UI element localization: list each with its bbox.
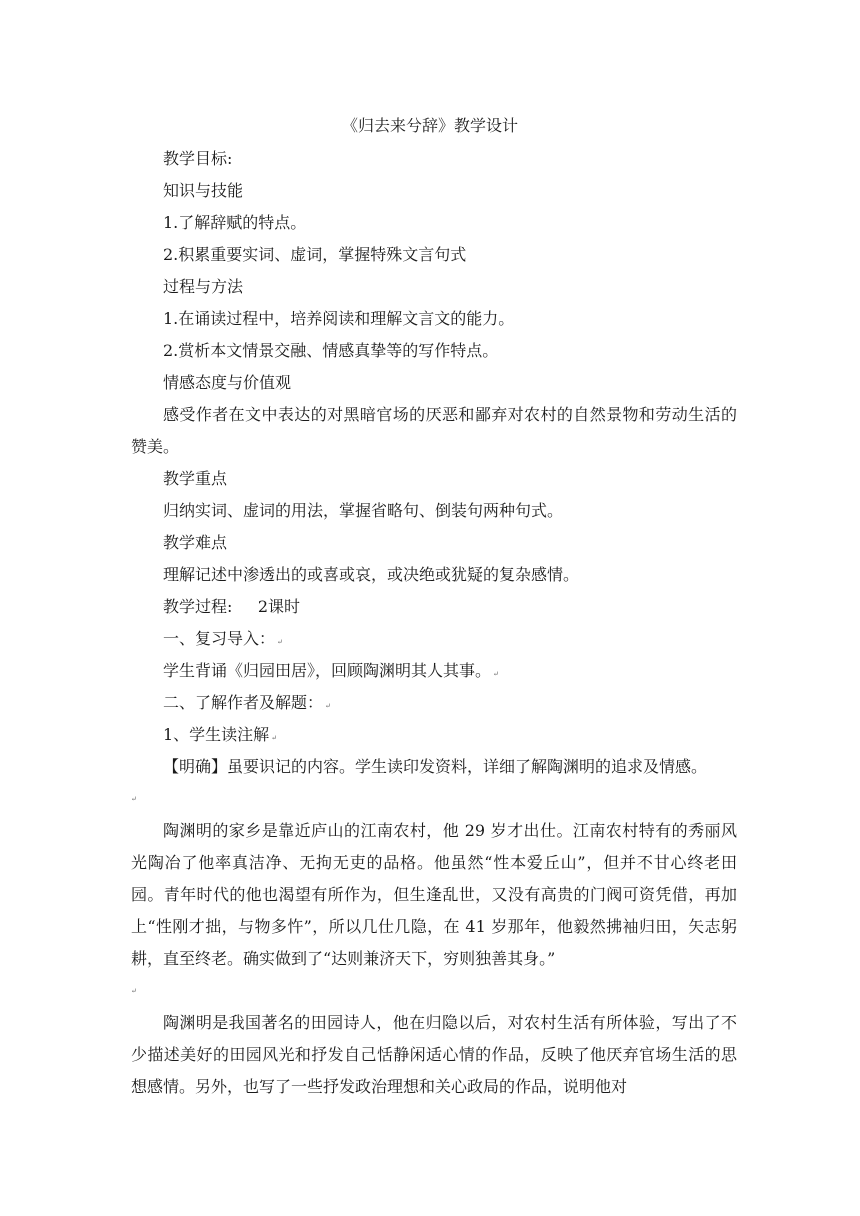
paragraph-mark: ↵ bbox=[277, 638, 283, 646]
section-heading: 知识与技能 bbox=[163, 181, 244, 200]
list-item: 1.在诵读过程中，培养阅读和理解文言文的能力。 bbox=[163, 309, 515, 328]
list-item-text: 1、学生读注解 bbox=[163, 725, 270, 744]
section-heading: 教学重点 bbox=[163, 469, 228, 488]
section-heading: 教学目标: bbox=[163, 149, 233, 168]
paragraph bbox=[131, 751, 737, 783]
heading-text: 一、复习导入： bbox=[163, 629, 276, 648]
paragraph: 归纳实词、虚词的用法，掌握省略句、倒装句两种句式。 bbox=[163, 501, 564, 520]
list-item: 2.赏析本文情景交融、情感真挚等的写作特点。 bbox=[163, 341, 499, 360]
section-heading: 情感态度与价值观 bbox=[163, 373, 292, 392]
paragraph-mark: ↵ bbox=[325, 702, 331, 710]
paragraph: 陶渊明是我国著名的田园诗人，他在归隐以后，对农村生活有所体验，写出了不少描述美好的田园风光和抒发自己恬静闲适心情的作品，反映了他厌弃官场生活的思想感情。另外，也写了一些抒发政治理想和关心政局的作品，说明他对 bbox=[131, 1013, 737, 1096]
clarify-label: 【明确】 bbox=[163, 757, 228, 776]
page-title: 《归去来兮辞》教学设计 bbox=[341, 116, 518, 135]
paragraph-mark: ↵ bbox=[131, 795, 137, 803]
paragraph-text: 学生背诵《归园田居》，回顾陶渊明其人其事。 bbox=[163, 661, 492, 680]
section-heading: 教学过程: 2课时 bbox=[163, 597, 301, 616]
paragraph-mark: ↵ bbox=[271, 734, 278, 742]
paragraph bbox=[131, 655, 737, 687]
paragraph: 理解记述中渗透出的或喜或哀，或决绝或犹疑的复杂感情。 bbox=[163, 565, 580, 584]
heading-text: 二、了解作者及解题： bbox=[163, 693, 324, 712]
list-item bbox=[131, 719, 737, 751]
section-heading bbox=[131, 687, 737, 719]
paragraph: 陶渊明的家乡是靠近庐山的江南农村，他 29 岁才出仕。江南农村特有的秀丽风光陶冶了他率真洁净、无拘无吏的品格。他虽然“性本爱丘山”，但并不甘心终老田园。青年时代的他也渴望有所作为，但生逢乱世，又没有高贵的门阀可资凭借，再加上“性刚才拙，与物多忤”，所以几仕几隐，在 41 岁那年，他毅然拂袖归田，矢志躬耕，直至终老。确实做到了“达则兼济天下，穷则独善其身。” bbox=[131, 821, 737, 968]
section-heading: 教学难点 bbox=[163, 533, 228, 552]
section-heading: 过程与方法 bbox=[163, 277, 244, 296]
document-body bbox=[131, 143, 737, 1103]
paragraph-text: 虽要识记的内容。学生读印发资料，详细了解陶渊明的追求及情感。 bbox=[227, 757, 708, 776]
list-item: 1.了解辞赋的特点。 bbox=[163, 213, 307, 232]
section-heading bbox=[131, 623, 737, 655]
paragraph-mark: ↵ bbox=[493, 670, 499, 678]
list-item: 2.积累重要实词、虚词，掌握特殊文言句式 bbox=[163, 245, 467, 264]
paragraph-mark: ↵ bbox=[131, 987, 137, 995]
paragraph: 感受作者在文中表达的对黑暗官场的厌恶和鄙弃对农村的自然景物和劳动生活的赞美。 bbox=[131, 405, 737, 456]
